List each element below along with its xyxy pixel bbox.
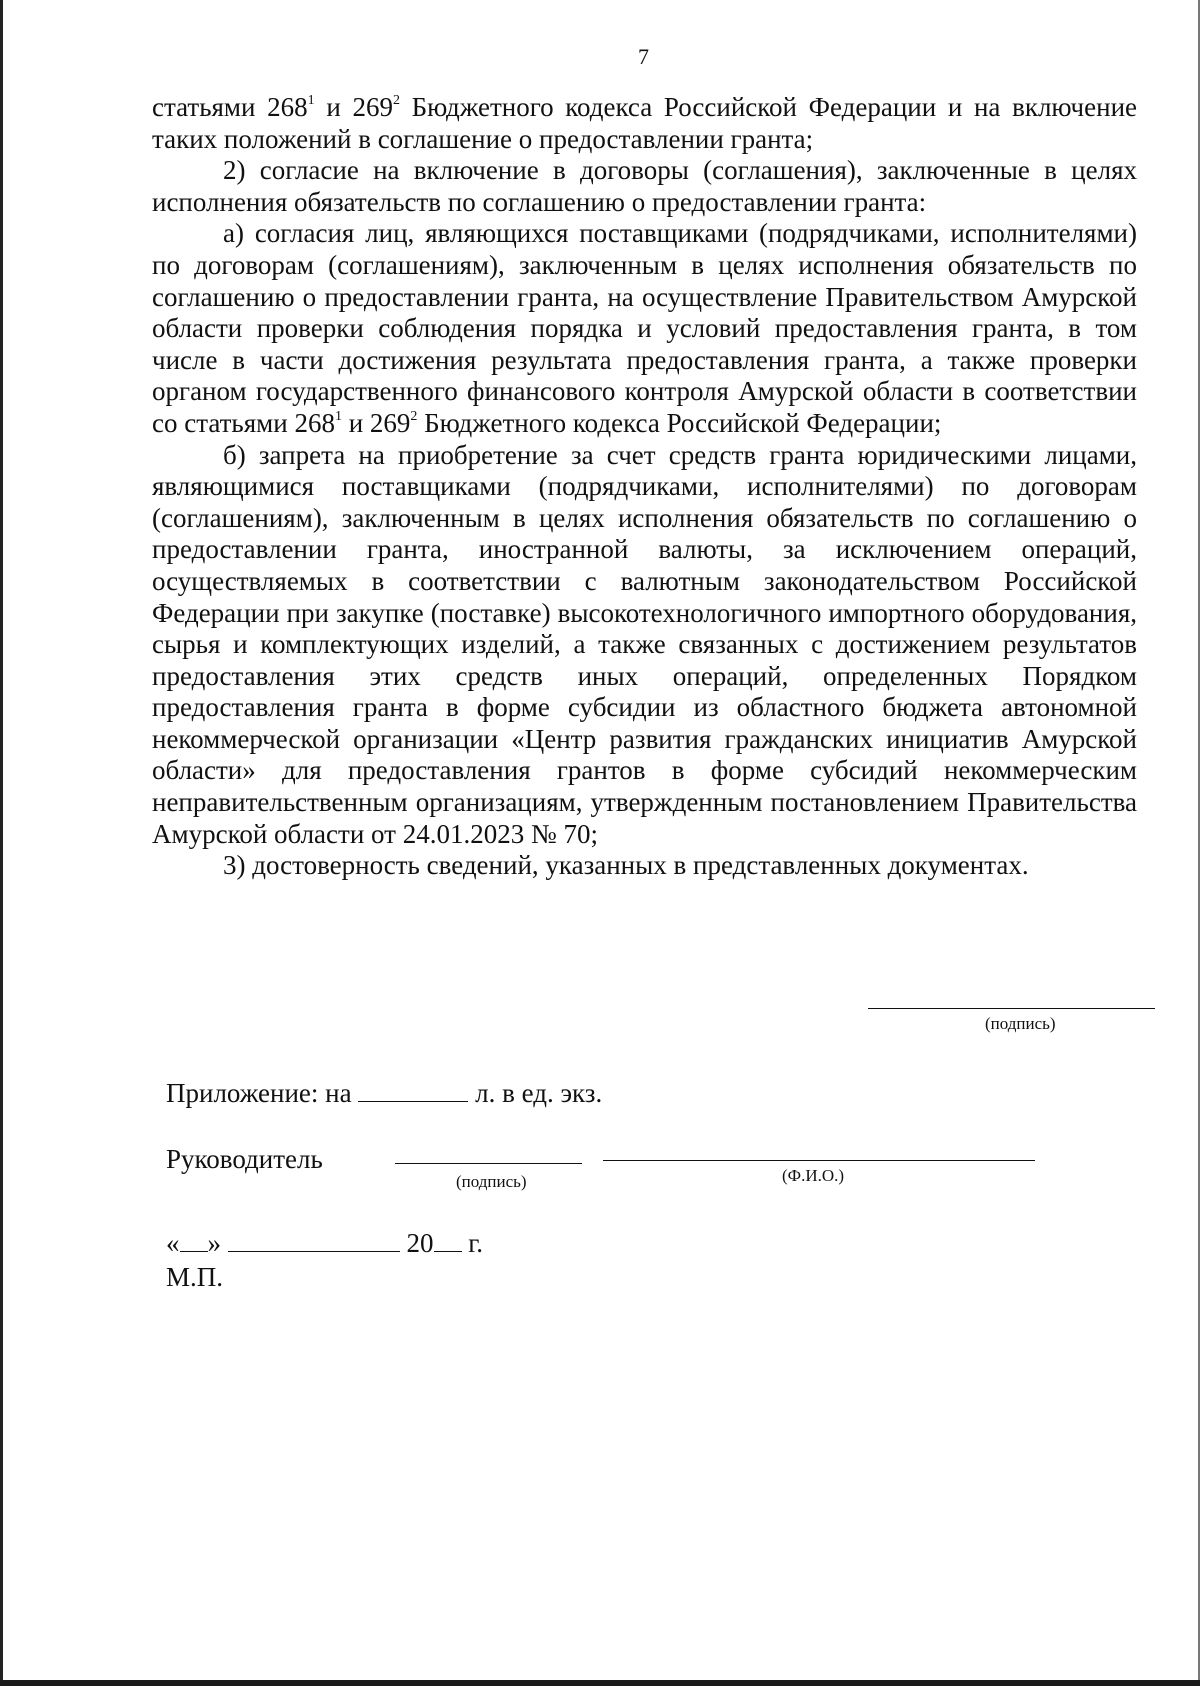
paragraph-item-3: 3) достоверность сведений, указанных в представленных документах. [223, 850, 1029, 881]
head-label: Руководитель [166, 1144, 323, 1174]
text-fragment: и 269 [314, 92, 393, 122]
superscript: 2 [410, 408, 418, 424]
paragraph-item-b: б) запрета на приобретение за счет средств гранта юридическими лицами, являющимися поставщиками (подрядчиками, исполнителями) по договорам (соглашениям), заключенным в целях исполнения обязательств по соглашению о предоставлении гранта, иностранной валюты, за исключением операций, осуществляемых в соответствии с валютным законодательством Российской Федерации при закупке (поставке) высокотехнологичного импортного оборудования, сырья и комплектующих изделий, а также связанных с достижением результатов предоставления этих средств иных операций, определенных Порядком предоставления гранта в форме субсидии из областного бюджета автономной некоммерческой организации «Центр развития гражданских инициатив Амурской области» для предоставления грантов в форме субсидий некоммерческим неправительственным организациям, утвержденным постановлением Правительства Амурской области от 24.01.2023 № 70; [152, 439, 1137, 849]
paragraph-continuation [152, 92, 1137, 155]
head-signature-caption: (подпись) [456, 1172, 527, 1191]
stamp-placeholder: М.П. [166, 1262, 224, 1292]
date-month-blank [228, 1229, 400, 1252]
date-day-blank [180, 1229, 208, 1252]
appendix-sheets-blank [358, 1079, 468, 1102]
text-fragment: а) согласия лиц, являющихся поставщиками (подрядчиками, исполнителями) по договорам (соглашениям), заключенным в целях исполнения обязательств по соглашению о предоставлении гранта, на осуществление Правительством Амурской области проверки соблюдения порядка и условий предоставления гранта, в том числе в части достижения результата предоставления гранта, а также проверки органом государственного финансового контроля Амурской области в соответствии со статьями 268 [152, 218, 1137, 438]
date-line [166, 1228, 483, 1259]
superscript: 1 [307, 93, 315, 108]
superscript: 1 [334, 408, 342, 424]
appendix-prefix: Приложение: на [166, 1078, 352, 1108]
date-year-prefix: 20 [406, 1228, 434, 1258]
date-open-quote: « [166, 1228, 180, 1258]
head-name-caption: (Ф.И.О.) [782, 1166, 845, 1185]
text-fragment: Бюджетного кодекса Российской Федерации и на включение таких положений в соглашение о предоставлении гранта; [152, 92, 1138, 154]
paragraph-item-2: 2) согласие на включение в договоры (соглашения), заключенные в целях исполнения обязательств по соглашению о предоставлении гранта: [152, 155, 1137, 217]
scan-edge-bottom [0, 1680, 1200, 1686]
scan-edge-left [0, 0, 3, 1686]
text-fragment: и 269 [341, 407, 411, 438]
date-close-quote: » [207, 1228, 221, 1258]
superscript: 2 [392, 93, 400, 108]
appendix-line [166, 1078, 602, 1109]
applicant-signature-caption: (подпись) [985, 1014, 1056, 1033]
date-year-blank [434, 1229, 462, 1252]
appendix-suffix: л. в ед. экз. [475, 1078, 603, 1108]
date-year-suffix: г. [468, 1228, 484, 1258]
body-text [152, 92, 1137, 882]
head-name-line [603, 1160, 1035, 1161]
page-number: 7 [638, 44, 649, 69]
text-fragment: статьями 268 [152, 92, 308, 122]
head-signature-line [395, 1163, 582, 1164]
text-fragment: Бюджетного кодекса Российской Федерации; [417, 407, 942, 438]
applicant-signature-line [868, 1008, 1155, 1009]
paragraph-item-a [152, 218, 1137, 439]
